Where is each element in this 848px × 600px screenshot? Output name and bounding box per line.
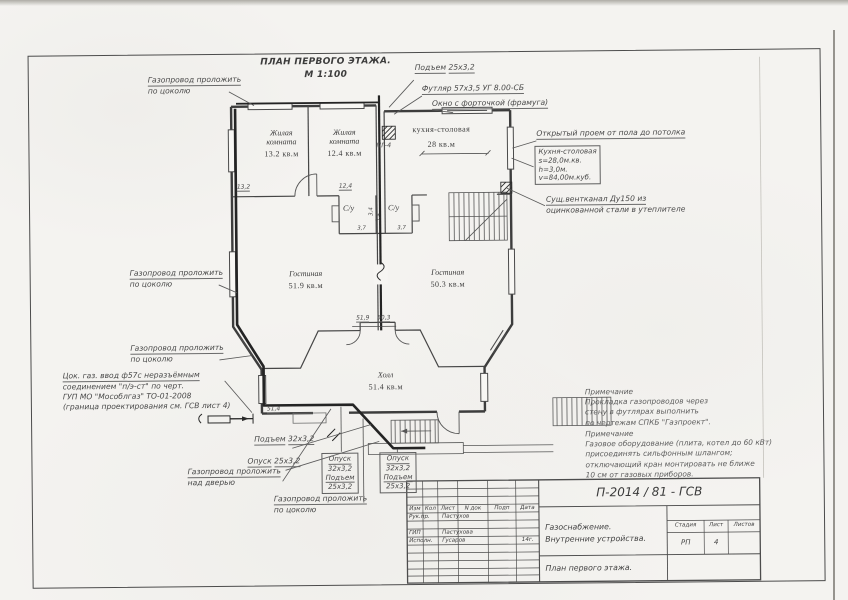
exterior-step: [293, 413, 326, 423]
drawing-title-text: ПЛАН ПЕРВОГО ЭТАЖА.: [260, 56, 392, 68]
drawing-scale: М 1:100: [304, 69, 348, 81]
tb-sheet-title: План первого этажа.: [545, 562, 633, 573]
room-label-living1: Гостиная 51.9 кв.м: [288, 268, 323, 291]
dim-3-4-a: 3,4: [368, 207, 375, 216]
stairs-kitchen: [449, 192, 507, 241]
dim-3-7-a: 3,7: [357, 225, 366, 232]
dim-3-7-b: 3,7: [397, 225, 406, 232]
callout-kitchen-volume-box: Кухня-столовая s=28,0м.кв. h=3,0м. v=84,00м.куб.: [534, 145, 601, 185]
tb-project-line2: Внутренние устройства.: [545, 533, 647, 544]
gas-inlet-symbol: [199, 414, 253, 425]
callout-gas-topleft: Газопровод проложить по цоколю: [147, 74, 242, 96]
tb-header-izm: Изм: [409, 506, 421, 513]
dim-12-4: 12,4: [338, 182, 353, 190]
room-label-living2: Гостиная 50.3 кв.м: [430, 267, 465, 290]
tb-stage-value: РП: [680, 538, 691, 547]
callout-open-passage: Открытый проем от пола до потолка: [536, 127, 686, 138]
callout-futlyar: Футляр 57х3,5 УГ 8.00-СБ: [421, 82, 525, 93]
tb-role-2: ГИП: [409, 530, 421, 537]
tb-header-data: Дата: [520, 504, 535, 512]
document-number: П-2014 / 81 - ГСВ: [596, 484, 703, 500]
callout-window-vent: Окно с форточкой (фрамуга): [431, 97, 549, 108]
tb-header-podp: Подп: [494, 505, 510, 512]
callout-gas-left-upper: Газопровод проложить по цоколю: [129, 267, 224, 289]
dimension-line-kitchen: [419, 150, 490, 156]
tb-role-3: Исполн.: [409, 537, 433, 545]
dim-50-3: 50,3: [377, 314, 391, 322]
page-edge-shadow: [833, 30, 835, 600]
callout-drop-bottomleft: Опуск 25х3,2: [247, 456, 301, 466]
callout-vent-channel: Сущ.вентканал Ду150 из оцинкованной стали в утеплителе: [545, 193, 686, 215]
drawing-title: [238, 55, 414, 83]
stove-tag: ПГ-4: [376, 141, 392, 150]
tb-sheet-header: Лист: [708, 522, 724, 529]
tb-sheet-value: 4: [713, 538, 719, 547]
dim-51-4: 51,4: [266, 405, 281, 413]
callout-box-drop-rise-1: Опуск 32х3,2 Подъем 25х3,2: [321, 453, 358, 494]
tb-header-ndok: N док: [464, 505, 482, 512]
tb-sheets-header: Листов: [733, 521, 755, 528]
callout-gas-bottom: Газопровод проложить по цоколю: [273, 493, 368, 515]
room-label-hall: Холл 51.4 кв.м: [368, 370, 403, 392]
callout-box-drop-rise-2: Опуск 32х3,2 Подъем 25х3,2: [379, 452, 416, 493]
dim-3-4-b: 3,4: [375, 212, 382, 222]
tb-name-2: Пастухова: [442, 529, 473, 536]
callout-gas-left-lower: Газопровод проложить по цоколю: [130, 342, 224, 364]
callout-gas-entry: Цок. газ. ввод ф57с неразъёмным соединением "п/э-ст" по черт. ГУП МО "Мособлгаз" ТО-01-2008 (граница проектирования см. ГСВ лист 4): [62, 370, 231, 412]
room-label-kitchen: кухня-столовая 28 кв.м: [412, 124, 471, 149]
pipe-break-symbol: [374, 262, 388, 284]
tb-role-1: Рук.пр.: [408, 513, 430, 521]
callout-gas-over-door: Газопровод проложить над дверью: [187, 466, 281, 488]
callout-rise-bottomleft: Подъем 32х3,2: [254, 434, 315, 444]
note-2: Примечание Газовое оборудование (плита, котел до 60 кВт) присоединять сильфонным шлангом; отключающий кран монтировать не ближе 10 см от газовых приборов.: [585, 428, 773, 480]
room-label-bedroom2: Жилая комната 12.4 кв.м: [327, 127, 362, 159]
callout-rise-top: Подъем 25х3,2: [414, 62, 475, 73]
fold-line: [760, 57, 764, 478]
tb-header-kol: Кол: [424, 505, 436, 512]
tb-date-3: 14г.: [521, 536, 534, 544]
tb-name-1: Пастухов: [441, 513, 470, 520]
room-label-bath1: С/у: [342, 203, 355, 213]
room-label-bath2: С/у: [387, 203, 400, 213]
dim-51-9: 51,9: [356, 314, 370, 322]
room-label-bedroom1: Жилая комната 13.2 кв.м: [264, 128, 299, 159]
tb-project-line1: Газоснабжение.: [545, 522, 612, 532]
tb-stage-header: Стадия: [674, 522, 697, 529]
tb-header-list: Лист: [440, 505, 456, 512]
tb-name-3: Гусаров: [442, 537, 466, 544]
dim-13-2: 13,2: [236, 183, 251, 191]
note-1: Примечание Прокладка газопроводов через стену в футлярах выполнить по чертежам СПКБ "Газпроект".: [584, 386, 711, 428]
